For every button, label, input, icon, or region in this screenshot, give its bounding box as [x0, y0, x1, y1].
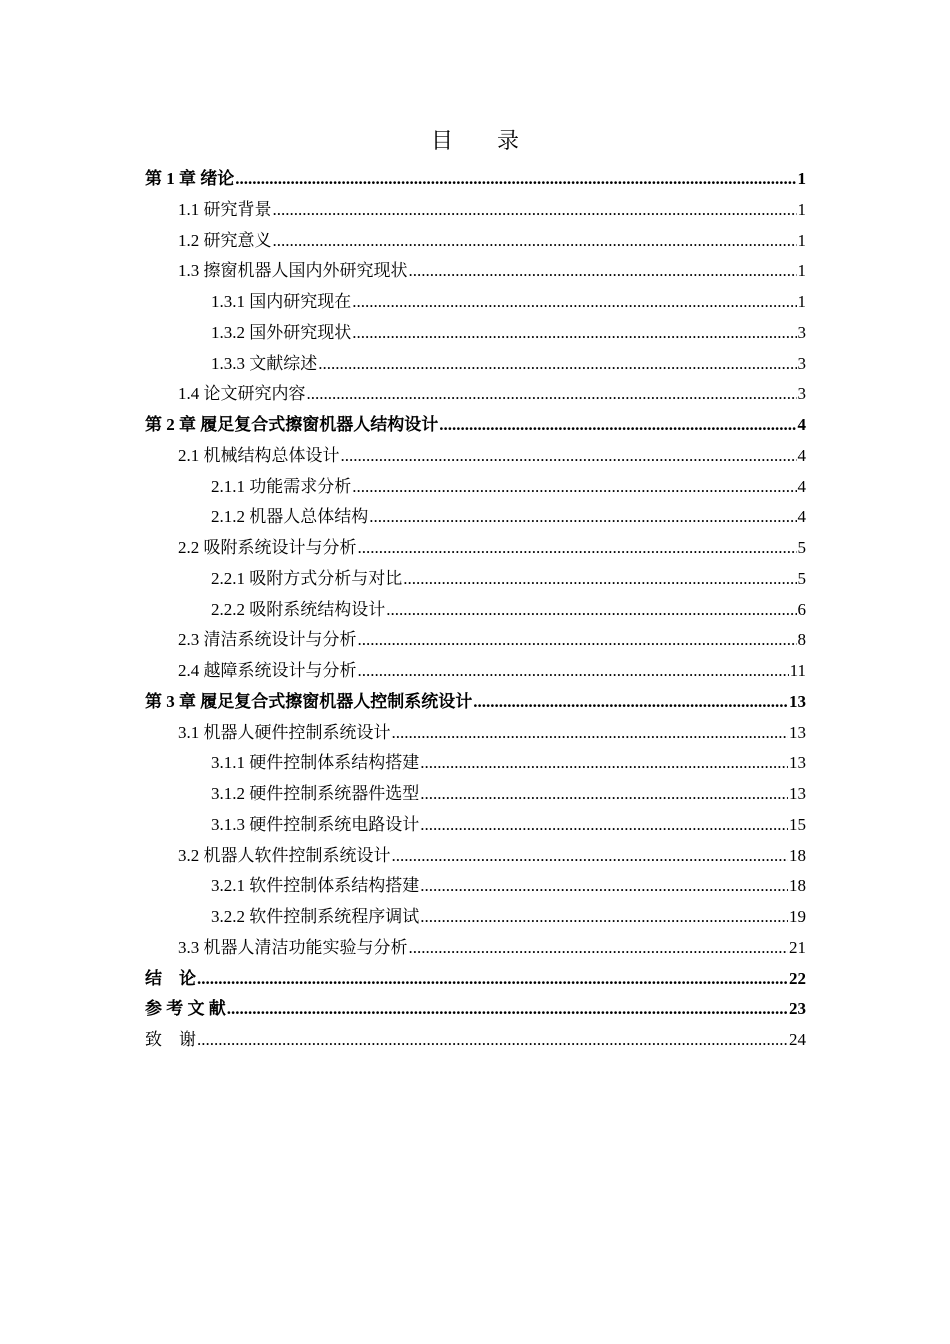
- toc-leader-dots: [369, 502, 796, 533]
- toc-entry-page: 1: [797, 199, 806, 219]
- toc-entry-text: 1.3 擦窗机器人国内外研究现状: [178, 261, 408, 281]
- table-of-contents: [145, 164, 806, 1056]
- toc-leader-dots: [235, 164, 796, 195]
- toc-entry[interactable]: [145, 718, 806, 749]
- toc-entry[interactable]: [145, 472, 806, 503]
- toc-leader-dots: [420, 810, 788, 841]
- toc-entry-page: 22: [789, 968, 806, 988]
- toc-entry[interactable]: [145, 841, 806, 872]
- toc-leader-dots: [409, 256, 797, 287]
- toc-entry[interactable]: [145, 256, 806, 287]
- toc-entry-text: 致 谢: [145, 1030, 196, 1049]
- toc-entry-text: 3.2.2 软件控制系统程序调试: [211, 907, 420, 926]
- toc-entry[interactable]: [145, 994, 806, 1025]
- toc-entry[interactable]: [145, 287, 806, 318]
- toc-leader-dots: [420, 902, 788, 933]
- toc-entry[interactable]: [145, 164, 806, 195]
- toc-entry-text: 2.2.1 吸附方式分析与对比: [211, 568, 403, 588]
- toc-entry[interactable]: [145, 318, 806, 349]
- toc-entry[interactable]: [145, 349, 806, 380]
- toc-entry[interactable]: [145, 964, 806, 995]
- toc-entry-page: 13: [789, 784, 806, 803]
- toc-entry-page: 4: [797, 476, 806, 496]
- toc-title-char-1: 目: [430, 128, 453, 153]
- toc-entry[interactable]: [145, 226, 806, 257]
- toc-entry-text: 2.1.2 机器人总体结构: [211, 507, 369, 527]
- toc-leader-dots: [273, 195, 797, 226]
- toc-entry-page: 4: [797, 415, 806, 434]
- toc-leader-dots: [392, 841, 789, 872]
- toc-entry-text: 3.1.2 硬件控制系统器件选型: [211, 784, 420, 803]
- toc-leader-dots: [273, 226, 797, 257]
- toc-entry-page: 24: [789, 1030, 806, 1049]
- toc-entry-text: 参 考 文 献: [145, 999, 226, 1019]
- toc-leader-dots: [420, 779, 788, 810]
- toc-entry[interactable]: [145, 502, 806, 533]
- toc-entry-page: 4: [797, 507, 806, 527]
- toc-entry[interactable]: [145, 656, 806, 687]
- toc-entry-text: 2.1.1 功能需求分析: [211, 476, 352, 496]
- toc-entry[interactable]: [145, 1025, 806, 1056]
- toc-leader-dots: [420, 748, 788, 779]
- toc-entry-page: 11: [789, 661, 806, 680]
- toc-title-char-2: 录: [497, 128, 520, 153]
- toc-entry-text: 2.2.2 吸附系统结构设计: [211, 599, 386, 619]
- toc-entry[interactable]: [145, 687, 806, 718]
- toc-entry-text: 2.1 机械结构总体设计: [178, 445, 340, 465]
- toc-entry-page: 5: [797, 538, 806, 557]
- toc-entry[interactable]: [145, 595, 806, 626]
- toc-entry[interactable]: [145, 564, 806, 595]
- toc-entry[interactable]: [145, 748, 806, 779]
- toc-entry[interactable]: [145, 410, 806, 441]
- toc-entry[interactable]: [145, 533, 806, 564]
- toc-entry-text: 3.1.3 硬件控制系统电路设计: [211, 814, 420, 834]
- toc-entry[interactable]: [145, 625, 806, 656]
- toc-leader-dots: [358, 625, 797, 656]
- toc-entry-text: 3.3 机器人清洁功能实验与分析: [178, 937, 408, 957]
- toc-entry-page: 6: [797, 599, 806, 619]
- toc-leader-dots: [227, 994, 788, 1025]
- toc-leader-dots: [409, 933, 789, 964]
- toc-entry-text: 3.2.1 软件控制体系结构搭建: [211, 876, 420, 896]
- toc-entry[interactable]: [145, 379, 806, 410]
- toc-entry-page: 5: [797, 568, 806, 588]
- toc-entry-page: 13: [789, 691, 806, 711]
- toc-entry-page: 15: [789, 814, 806, 834]
- toc-leader-dots: [386, 595, 796, 626]
- toc-entry-text: 第 1 章 绪论: [145, 169, 235, 188]
- toc-entry-text: 1.1 研究背景: [178, 199, 272, 219]
- toc-entry-text: 2.2 吸附系统设计与分析: [178, 538, 357, 557]
- toc-entry-text: 2.4 越障系统设计与分析: [178, 661, 357, 680]
- toc-leader-dots: [307, 379, 797, 410]
- toc-leader-dots: [358, 656, 789, 687]
- toc-leader-dots: [352, 287, 796, 318]
- toc-entry-page: 23: [789, 999, 806, 1019]
- toc-entry-page: 1: [797, 169, 806, 188]
- toc-entry-text: 结 论: [145, 968, 196, 988]
- toc-entry-page: 18: [789, 876, 806, 896]
- toc-entry-text: 3.2 机器人软件控制系统设计: [178, 845, 391, 865]
- toc-entry-page: 19: [789, 907, 806, 926]
- toc-leader-dots: [318, 349, 796, 380]
- toc-entry-text: 第 2 章 履足复合式擦窗机器人结构设计: [145, 415, 439, 434]
- toc-entry-page: 1: [797, 261, 806, 281]
- toc-entry[interactable]: [145, 871, 806, 902]
- toc-entry-text: 1.3.2 国外研究现状: [211, 322, 352, 342]
- toc-entry-page: 3: [797, 353, 806, 373]
- toc-leader-dots: [473, 687, 788, 718]
- toc-leader-dots: [420, 871, 788, 902]
- toc-entry-page: 1: [797, 230, 806, 250]
- toc-entry-text: 3.1 机器人硬件控制系统设计: [178, 722, 391, 742]
- toc-entry[interactable]: [145, 933, 806, 964]
- toc-entry[interactable]: [145, 195, 806, 226]
- toc-leader-dots: [352, 318, 796, 349]
- toc-entry-text: 1.2 研究意义: [178, 230, 272, 250]
- toc-entry-text: 1.3.3 文献综述: [211, 353, 318, 373]
- toc-entry-page: 4: [797, 445, 806, 465]
- toc-entry-page: 21: [789, 937, 806, 957]
- toc-entry-text: 1.4 论文研究内容: [178, 384, 306, 404]
- toc-entry[interactable]: [145, 902, 806, 933]
- toc-leader-dots: [352, 472, 796, 503]
- toc-leader-dots: [403, 564, 796, 595]
- toc-entry-page: 13: [789, 722, 806, 742]
- toc-entry-text: 3.1.1 硬件控制体系结构搭建: [211, 753, 420, 773]
- toc-entry[interactable]: [145, 441, 806, 472]
- toc-entry-page: 13: [789, 753, 806, 773]
- toc-entry-text: 2.3 清洁系统设计与分析: [178, 630, 357, 650]
- toc-leader-dots: [358, 533, 797, 564]
- toc-entry-page: 3: [797, 384, 806, 404]
- toc-entry[interactable]: [145, 810, 806, 841]
- toc-entry-text: 1.3.1 国内研究现在: [211, 292, 352, 311]
- toc-leader-dots: [439, 410, 796, 441]
- toc-leader-dots: [197, 1025, 788, 1056]
- toc-leader-dots: [197, 964, 788, 995]
- toc-leader-dots: [392, 718, 789, 749]
- toc-entry-page: 18: [789, 845, 806, 865]
- toc-entry-page: 1: [797, 292, 806, 311]
- toc-entry-page: 3: [797, 322, 806, 342]
- toc-title: [0, 124, 950, 158]
- toc-entry-page: 8: [797, 630, 806, 650]
- toc-leader-dots: [341, 441, 797, 472]
- toc-entry[interactable]: [145, 779, 806, 810]
- toc-entry-text: 第 3 章 履足复合式擦窗机器人控制系统设计: [145, 691, 473, 711]
